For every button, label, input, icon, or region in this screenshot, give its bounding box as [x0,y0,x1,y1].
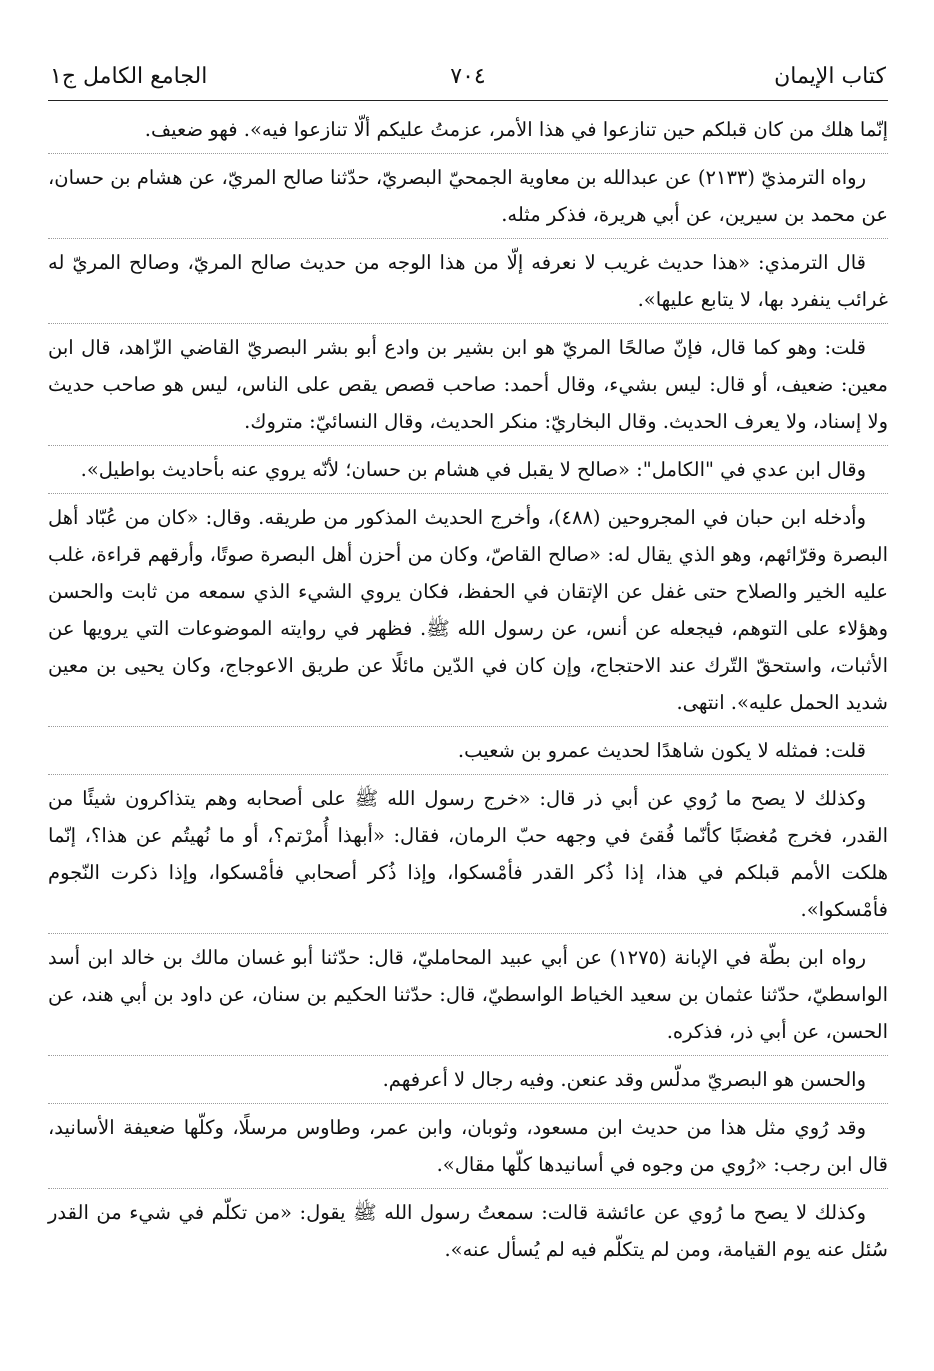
paragraph: وأدخله ابن حبان في المجروحين (٤٨٨)، وأخرج الحديث المذكور من طريقه. وقال: «كان من عُبّاد أهل البصرة وقرّائهم، وهو الذي يقال له: «صالح القاصّ، وكان من أحزن أهل البصرة صوتًا، وأرقهم قراءة، غلب عليه الخير والصلاح حتى غفل عن الإتقان في الحفظ، فكان يروي الشيء الذي سمعه من ثابت والحسن وهؤلاء على التوهم، فيجعله عن أنس، عن رسول الله ﷺ. فظهر في روايته الموضوعات التي يرويها عن الأثبات، واستحقّ التّرك عند الاحتجاج، وإن كان في الدّين مائلًا عن طريق الاعوجاج، وكان يحيى بن معين شديد الحمل عليه». انتهى. [48,499,888,727]
paragraph: قلت: فمثله لا يكون شاهدًا لحديث عمرو بن شعيب. [48,732,888,775]
paragraph: رواه ابن بطّة في الإبانة (١٢٧٥) عن أبي عبيد المحامليّ، قال: حدّثنا أبو غسان مالك بن خالد ابن أسد الواسطيّ، حدّثنا عثمان بن سعيد الخياط الواسطيّ، قال: حدّثنا الحكيم بن سنان، عن داود بن أبي هند، عن الحسن، عن أبي ذر، فذكره. [48,939,888,1056]
paragraph: إنّما هلك من كان قبلكم حين تنازعوا في هذا الأمر، عزمتُ عليكم ألّا تنازعوا فيه». فهو ضعيف. [48,111,888,154]
paragraph: وقال ابن عدي في "الكامل": «صالح لا يقبل في هشام بن حسان؛ لأنّه يروي عنه بأحاديث بواطيل». [48,451,888,494]
page-number: ٧٠٤ [450,64,486,89]
page-body [48,111,888,1273]
paragraph: قال الترمذي: «هذا حديث غريب لا نعرفه إلّا من هذا الوجه من حديث صالح المريّ، وصالح المريّ له غرائب ينفرد بها، لا يتابع عليها». [48,244,888,324]
paragraph: وكذلك لا يصح ما رُوي عن أبي ذر قال: «خرج رسول الله ﷺ على أصحابه وهم يتذاكرون شيئًا من القدر، فخرج مُغضبًا كأنّما فُقئ في وجهه حبّ الرمان، فقال: «أبهذا أُمرْتم؟، أو ما نُهيتُم عن هذا؟، إنّما هلكت الأمم قبلكم في هذا، إذا ذُكر القدر فأمْسكوا، وإذا ذُكر أصحابي فأمْسكوا، وإذا ذكرت النّجوم فأمْسكوا». [48,780,888,934]
paragraph: وقد رُوي مثل هذا من حديث ابن مسعود، وثوبان، وابن عمر، وطاوس مرسلًا، وكلّها ضعيفة الأسانيد، قال ابن رجب: «رُوي من وجوه في أسانيدها كلّها مقال». [48,1109,888,1189]
paragraph: وكذلك لا يصح ما رُوي عن عائشة قالت: سمعتُ رسول الله ﷺ يقول: «من تكلّم في شيء من القدر سُئل عنه يوم القيامة، ومن لم يتكلّم فيه لم يُسأل عنه». [48,1201,888,1261]
paragraph: قلت: وهو كما قال، فإنّ صالحًا المريّ هو ابن بشير بن وادع أبو بشر البصريّ القاضي الزّاهد، قال ابن معين: ضعيف، أو قال: ليس بشيء، وقال أحمد: صاحب قصص يقص على الناس، ليس هو صاحب حديث ولا إسناد، ولا يعرف الحديث. وقال البخاريّ: منكر الحديث، وقال النسائيّ: متروك. [48,329,888,446]
page-header [48,58,888,101]
book-page [48,58,888,1278]
collection-title: الجامع الكامل ج١ [50,64,208,89]
paragraph: والحسن هو البصريّ مدلّس وقد عنعن. وفيه رجال لا أعرفهم. [48,1061,888,1104]
book-title: كتاب الإيمان [774,64,886,89]
paragraph: رواه الترمذيّ (٢١٣٣) عن عبدالله بن معاوية الجمحيّ البصريّ، حدّثنا صالح المريّ، عن هشام بن حسان، عن محمد بن سيرين، عن أبي هريرة، فذكر مثله. [48,159,888,239]
